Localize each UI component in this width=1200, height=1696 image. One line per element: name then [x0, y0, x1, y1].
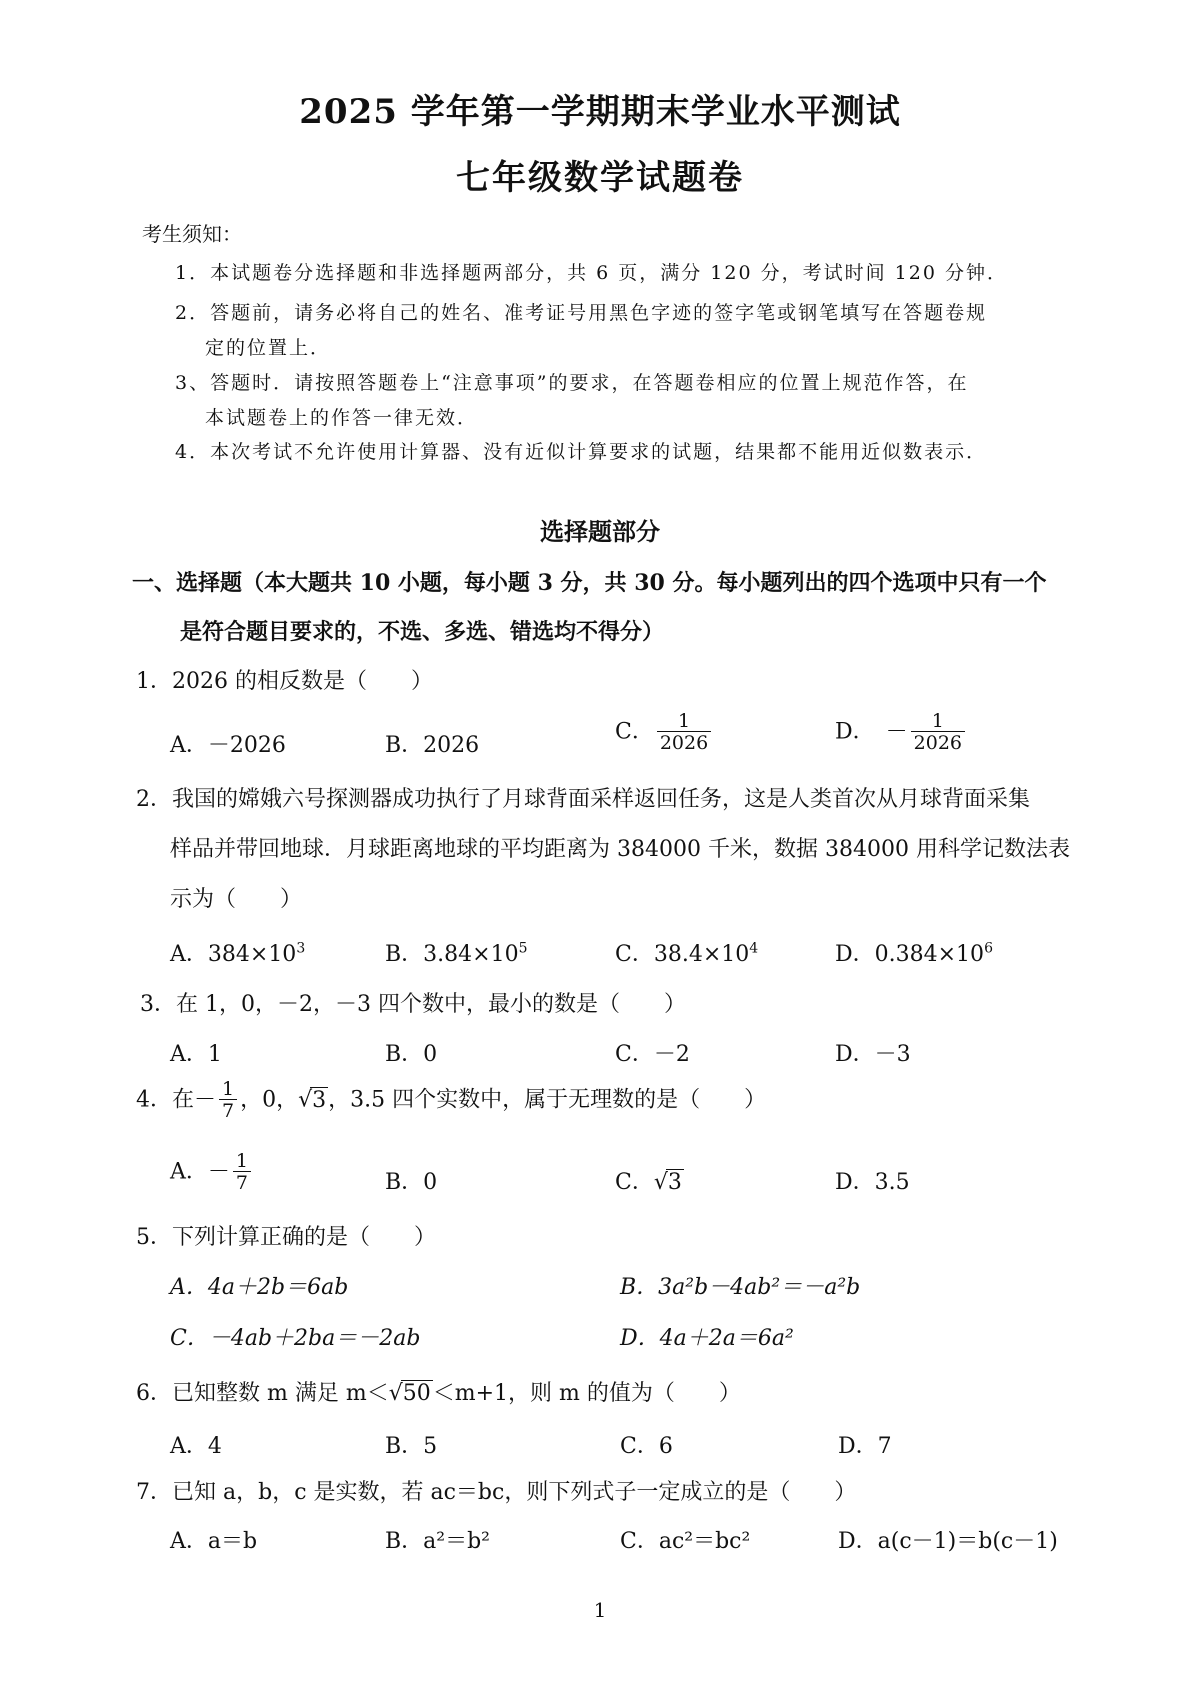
q7-option-c: C．ac²＝bc² — [620, 1529, 751, 1554]
q4-option-d: D．3.5 — [835, 1170, 910, 1195]
exponent: 5 — [518, 940, 528, 957]
fraction-numerator: 1 — [677, 710, 691, 732]
q2-option-a-base: A．384×10 — [170, 942, 297, 967]
notice-item: 4．本次考试不允许使用计算器、没有近似计算要求的试题，结果都不能用近似数表示． — [175, 441, 988, 463]
q6-option-a: A．4 — [170, 1434, 222, 1459]
notice-item-continued: 本试题卷上的作答一律无效． — [205, 407, 479, 429]
part-heading-continued: 是符合题目要求的，不选、多选、错选均不得分） — [180, 619, 665, 645]
q4-option-b: B．0 — [385, 1170, 438, 1195]
fraction-numerator: 1 — [222, 1078, 235, 1100]
q7-option-b: B．a²＝b² — [385, 1529, 491, 1554]
radical-sign: √ — [388, 1381, 403, 1406]
question-2-stem: 2．我国的嫦娥六号探测器成功执行了月球背面采样返回任务，这是人类首次从月球背面采集 — [136, 787, 1031, 812]
q1-option-d — [835, 712, 968, 753]
q6-stem-radicand: 50 — [402, 1381, 431, 1406]
question-7-stem: 7．已知 a，b，c 是实数，若 ac＝bc，则下列式子一定成立的是（ ） — [136, 1480, 857, 1505]
q5-option-a: A．4a＋2b＝6ab — [170, 1275, 349, 1300]
fraction-numerator: 1 — [235, 1150, 248, 1172]
notice-item: 1．本试题卷分选择题和非选择题两部分，共 6 页，满分 120 分，考试时间 120 分钟． — [175, 262, 1008, 284]
exam-title: 2025 学年第一学期期末学业水平测试 — [299, 92, 901, 132]
q2-option-d — [835, 937, 993, 968]
q4-stem-mid: ，0， — [240, 1087, 299, 1113]
exponent: 6 — [984, 940, 993, 957]
fraction-denominator: 7 — [219, 1099, 237, 1121]
q1-option-c — [615, 712, 714, 753]
q3-option-a: A．1 — [170, 1042, 222, 1067]
fraction-denominator: 2026 — [911, 731, 965, 753]
q4-option-c — [615, 1165, 684, 1196]
q1-option-a: A．－2026 — [170, 733, 286, 758]
question-3-stem: 3．在 1，0，－2，－3 四个数中，最小的数是（ ） — [140, 992, 686, 1017]
notice-item-continued: 定的位置上． — [205, 337, 332, 359]
q7-option-d: D．a(c－1)＝b(c－1) — [838, 1529, 1058, 1554]
question-2-stem-continued: 示为（ ） — [170, 887, 303, 912]
q4-option-a-fraction — [233, 1152, 251, 1193]
q4-option-c-radicand: 3 — [667, 1170, 682, 1195]
fraction-numerator: 1 — [931, 710, 944, 732]
q4-stem-radicand: 3 — [312, 1087, 327, 1113]
radical-sign: √ — [298, 1087, 313, 1113]
q2-option-d-base: D．0.384×10 — [835, 942, 985, 967]
q1-option-b: B．2026 — [385, 733, 480, 758]
q2-option-b — [385, 937, 528, 968]
q5-option-d: D．4a＋2a＝6a² — [620, 1326, 794, 1351]
notice-title: 考生须知： — [142, 222, 242, 246]
question-4-stem — [136, 1080, 766, 1121]
q2-option-c-base: C．38.4×10 — [615, 942, 750, 967]
q6-stem-start: 6．已知整数 m 满足 m＜ — [136, 1381, 389, 1406]
question-6-stem — [136, 1376, 741, 1407]
q2-option-a — [170, 937, 305, 968]
q6-option-d: D．7 — [838, 1434, 892, 1459]
question-5-stem: 5．下列计算正确的是（ ） — [136, 1225, 436, 1250]
q4-stem-end: ，3.5 四个实数中，属于无理数的是（ ） — [328, 1087, 767, 1113]
fraction-denominator: 7 — [233, 1171, 251, 1193]
q4-option-a-label: A．－ — [170, 1159, 230, 1185]
q3-option-d: D．－3 — [835, 1042, 911, 1067]
section-title: 选择题部分 — [540, 517, 660, 546]
question-2-stem-continued: 样品并带回地球．月球距离地球的平均距离为 384000 千米，数据 384000 用科学记数法表 — [170, 837, 1070, 862]
q1-option-c-fraction — [657, 712, 711, 753]
q1-option-d-fraction — [911, 712, 965, 753]
q6-stem-end: ＜m+1，则 m 的值为（ ） — [432, 1381, 741, 1406]
radical-sign: √ — [653, 1170, 668, 1195]
q3-option-b: B．0 — [385, 1042, 438, 1067]
q4-stem-start: 4．在－ — [136, 1087, 216, 1113]
part-heading: 一、选择题（本大题共 10 小题，每小题 3 分，共 30 分。每小题列出的四个选项中只有一个 — [132, 570, 1047, 596]
q4-stem-fraction — [219, 1080, 237, 1121]
exam-subtitle: 七年级数学试题卷 — [456, 158, 744, 198]
q3-option-c: C．－2 — [615, 1042, 690, 1067]
q7-option-a: A．a＝b — [170, 1529, 258, 1554]
q2-option-b-base: B．3.84×10 — [385, 942, 519, 967]
q2-option-c — [615, 937, 758, 968]
q6-option-b: B．5 — [385, 1434, 438, 1459]
notice-item: 2．答题前，请务必将自己的姓名、准考证号用黑色字迹的签字笔或钢笔填写在答题卷规 — [175, 302, 988, 324]
page-number: 1 — [593, 1598, 607, 1622]
q4-option-a — [170, 1152, 254, 1193]
notice-item: 3、答题时．请按照答题卷上“注意事项”的要求，在答题卷相应的位置上规范作答，在 — [175, 372, 969, 394]
exponent: 3 — [296, 940, 306, 957]
q4-option-c-label: C． — [615, 1170, 654, 1195]
fraction-denominator: 2026 — [657, 731, 711, 753]
q5-option-c: C．－4ab＋2ba＝－2ab — [170, 1326, 421, 1351]
question-1-stem: 1．2026 的相反数是（ ） — [136, 669, 433, 694]
q1-option-c-label: C． — [615, 719, 654, 745]
exponent: 4 — [749, 940, 759, 957]
q6-option-c: C．6 — [620, 1434, 673, 1459]
q5-option-b: B．3a²b－4ab²＝－a²b — [620, 1275, 861, 1300]
q1-option-d-label: D． － — [835, 719, 908, 745]
